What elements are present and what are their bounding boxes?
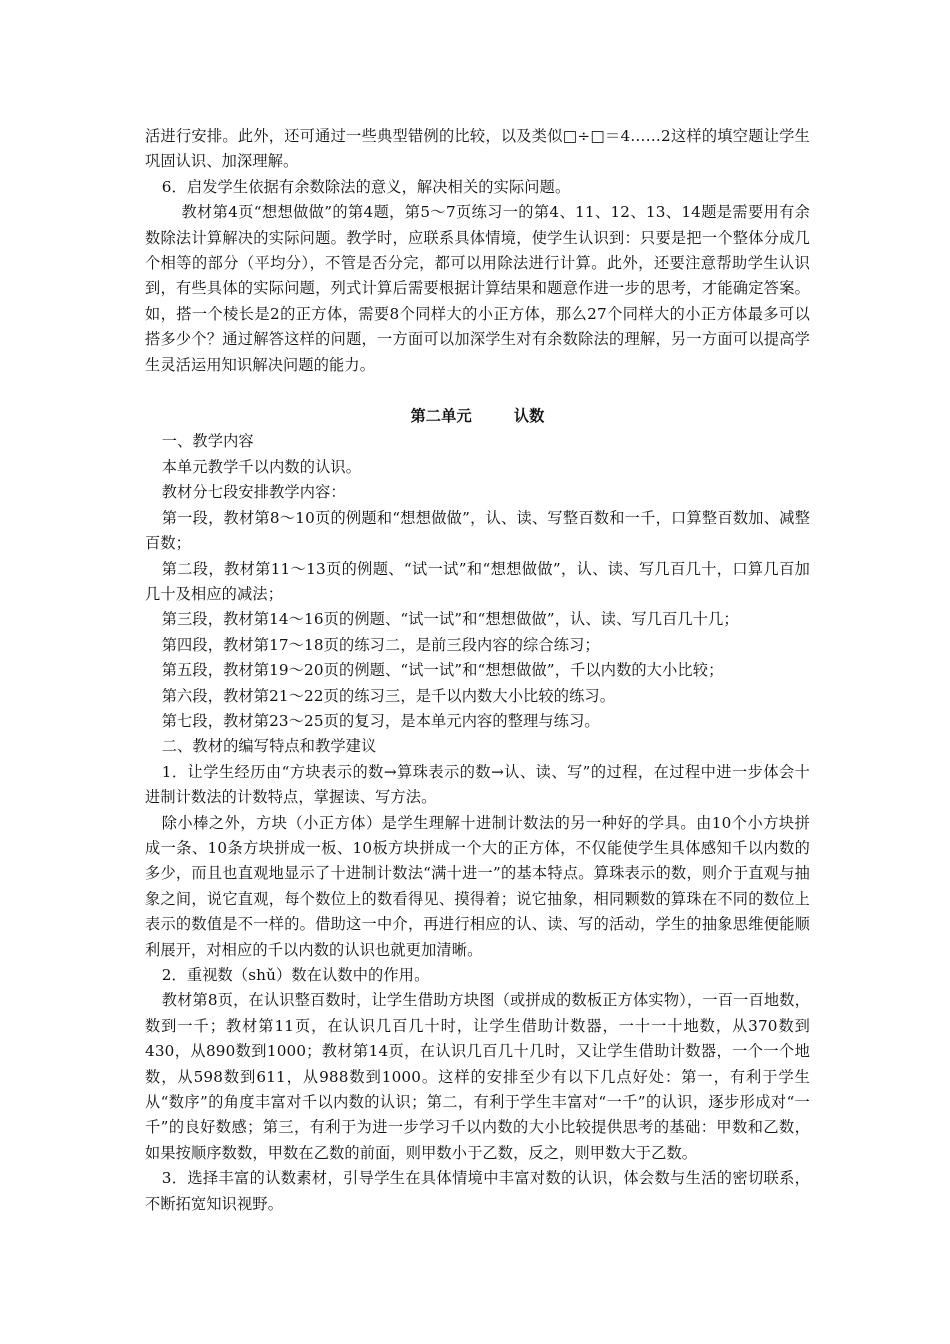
- paragraph-part-7: 第七段，教材第23～25页的复习，是本单元内容的整理与练习。: [161, 711, 600, 730]
- paragraph-part-3: 第三段，教材第14～16页的例题、“试一试”和“想想做做”，认、读、写几百几十几；: [161, 610, 739, 629]
- paragraph-seven-parts: 教材分七段安排教学内容：: [161, 483, 346, 502]
- paragraph-part-4: 第四段，教材第17～18页的练习二，是前三段内容的综合练习；: [161, 635, 600, 654]
- paragraph-part-6: 第六段，教材第21～22页的练习三，是千以内数大小比较的练习。: [161, 686, 616, 705]
- paragraph-part-1: 第一段，教材第8～10页的例题和“想想做做”，认、读、写整百数和一千，口算整百数加、减整百数；: [145, 508, 810, 553]
- paragraph-point-2-body: 教材第8页，在认识整百数时，让学生借助方块图（或拼成的数板正方体实物），一百一百地数，数到一千；教材第11页，在认识几百几十时，让学生借助计数器，一十一十地数，从370数到430，从890数到1000；教材第14页，在认识几百几十几时，又让学生借助计数器，一个一个地数，从598数到611，从988数到1000。这样的安排至少有以下几点好处：第一，有利于学生从“数序”的角度丰富对千以内数的认识；第二，有利于学生丰富对“一千”的认识，逐步形成对“一千”的良好数感；第三，有利于为进一步学习千以内数的大小比较提供思考的基础：甲数和乙数，如果按顺序数数，甲数在乙数的前面，则甲数小于乙数，反之，则甲数大于乙数。: [145, 991, 810, 1162]
- paragraph-point-3: 3．选择丰富的认数素材，引导学生在具体情境中丰富对数的认识，体会数与生活的密切联系，不断拓宽知识视野。: [145, 1169, 810, 1213]
- paragraph-part-2: 第二段，教材第11～13页的例题、“试一试”和“想想做做”，认、读、写几百几十，口算几百加几十及相应的减法；: [145, 559, 810, 603]
- paragraph-part-5: 第五段，教材第19～20页的例题、“试一试”和“想想做做”，千以内数的大小比较；: [161, 661, 724, 680]
- heading-teaching-content: 一、教学内容: [161, 432, 254, 451]
- heading-features-suggestions: 二、教材的编写特点和教学建议: [161, 737, 377, 756]
- section-heading: [145, 404, 810, 429]
- section-unit: 第二单元: [410, 407, 472, 426]
- paragraph-point-2: 2．重视数（shǔ）数在认数中的作用。: [161, 966, 430, 984]
- paragraph-point-1-body: 除小棒之外，方块（小正方体）是学生理解十进制计数法的另一种好的学具。由10个小方块拼成一条、10条方块拼成一板、10板方块拼成一个大的正方体，不仅能使学生具体感知千以内数的多少，而且也直观地显示了十进制计数法“满十进一”的基本特点。算珠表示的数，则介于直观与抽象之间，说它直观，每个数位上的数看得见、摸得着；说它抽象，相同颗数的算珠在不同的数位上表示的数值是不一样的。借助这一中介，再进行相应的认、读、写的活动，学生的抽象思维便能顺利展开，对相应的千以内数的认识也就更加清晰。: [145, 813, 810, 959]
- paragraph-unit-scope: 本单元教学千以内数的认识。: [161, 457, 362, 476]
- paragraph-point-1: 1．让学生经历由“方块表示的数→算珠表示的数→认、读、写”的过程，在过程中进一步体会十进制计数法的计数特点，掌握读、写方法。: [145, 762, 810, 807]
- paragraph-point-6: 6．启发学生依据有余数除法的意义，解决相关的实际问题。: [161, 177, 571, 196]
- paragraph-continuation: 活进行安排。此外，还可通过一些典型错例的比较，以及类似□÷□＝4……2这样的填空题让学生巩固认识、加深理解。: [145, 127, 810, 171]
- document-page: [145, 124, 810, 1217]
- section-title: 认数: [513, 407, 545, 426]
- paragraph-point-6-body: 教材第4页“想想做做”的第4题，第5～7页练习一的第4、11、12、13、14题是需要用有余数除法计算解决的实际问题。教学时，应联系具体情境，使学生认识到：只要是把一个整体分成几个相等的部分（平均分），不管是否分完，都可以用除法进行计算。此外，还要注意帮助学生认识到，有些具体的实际问题，列式计算后需要根据计算结果和题意作进一步的思考，才能确定答案。如，搭一个棱长是2的正方体，需要8个同样大的小正方体，那么27个同样大的小正方体最多可以搭多少个？通过解答这样的问题，一方面可以加深学生对有余数除法的理解，另一方面可以提高学生灵活运用知识解决问题的能力。: [145, 203, 810, 374]
